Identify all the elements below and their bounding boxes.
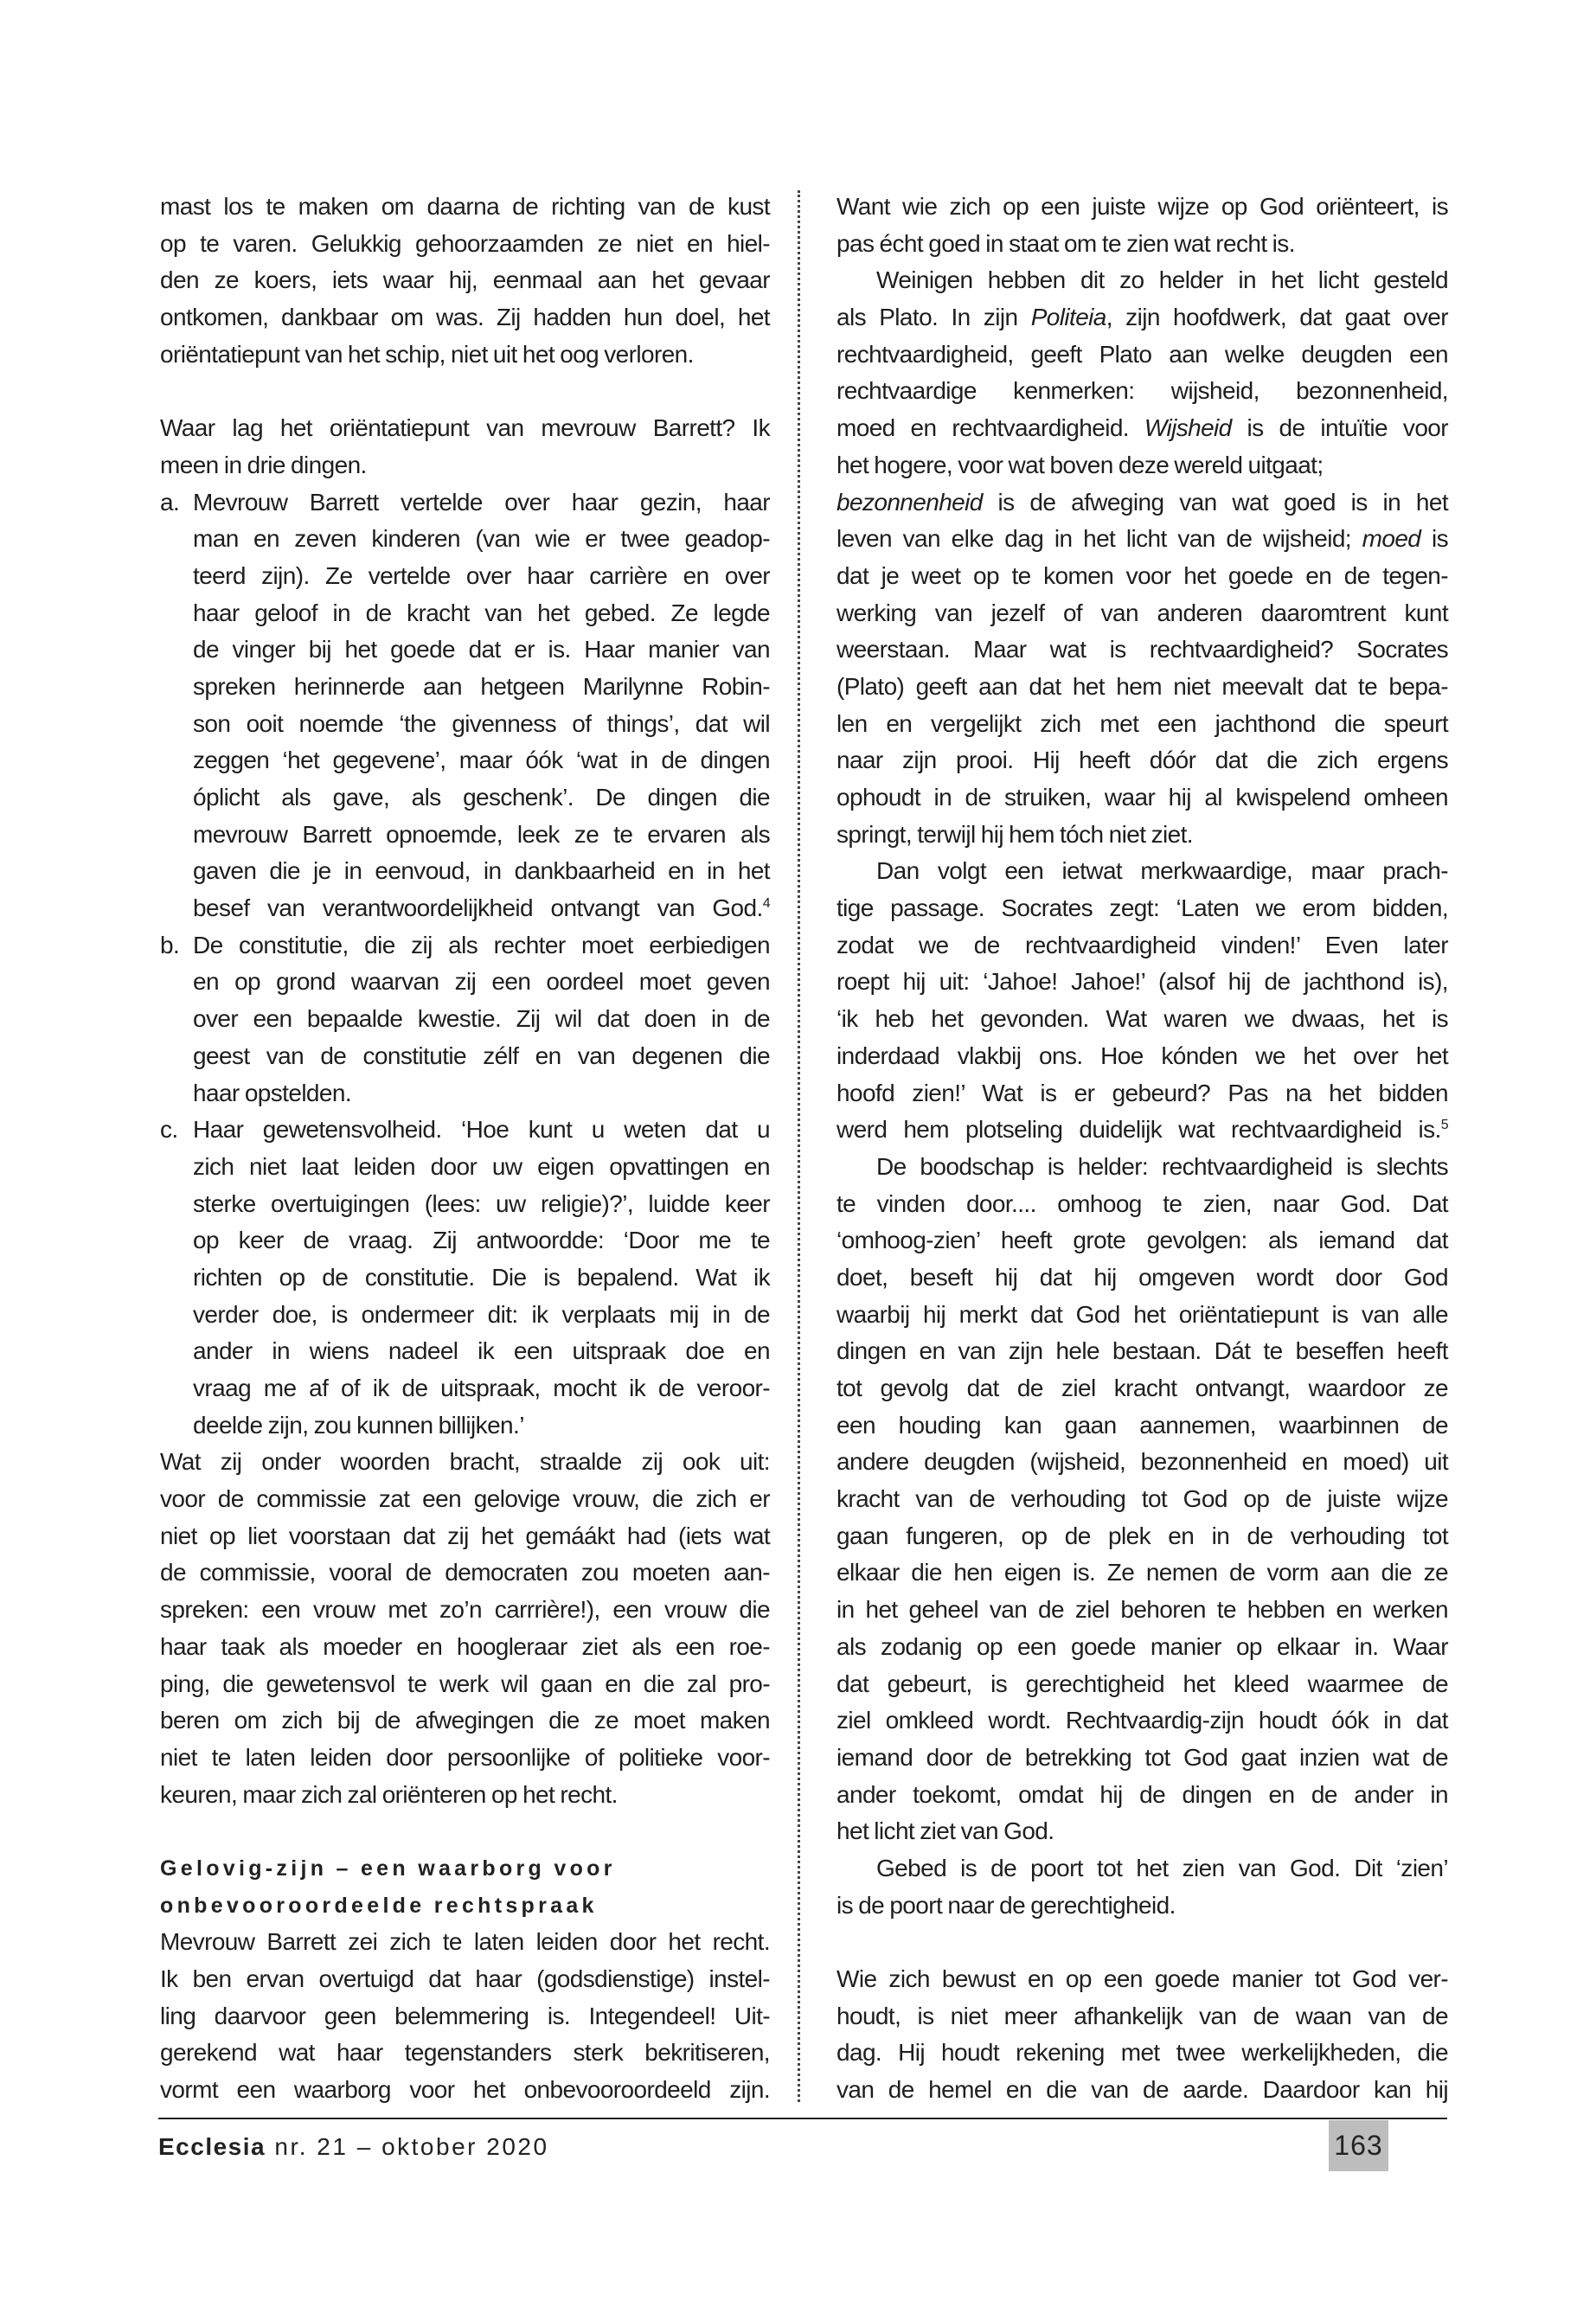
text-line bbox=[836, 853, 1448, 890]
text-run: op keer de vraag. Zij antwoordde: ‘Door me te bbox=[193, 1227, 770, 1254]
text-line bbox=[836, 1666, 1448, 1703]
text-line bbox=[836, 1998, 1448, 2035]
text-run: gerekend wat haar tegenstanders sterk bekritiseren, bbox=[160, 2039, 770, 2067]
text-run: dat je weet op te komen voor het goede en de tegen- bbox=[836, 561, 1448, 589]
text-line bbox=[160, 595, 770, 632]
text-run: is de afweging van wat goed is in het bbox=[982, 488, 1448, 516]
italic-term: Wijsheid bbox=[1144, 414, 1232, 442]
text-line bbox=[836, 1554, 1448, 1592]
text-run: iemand door de betrekking tot God gaat inzien wat de bbox=[836, 1743, 1448, 1771]
text-line bbox=[160, 779, 770, 817]
text-run: den ze koers, iets waar hij, eenmaal aan het gevaar bbox=[160, 266, 770, 294]
text-run: tige passage. Socrates zegt: ‘Laten we erom bidden, bbox=[836, 894, 1448, 922]
text-line bbox=[836, 1740, 1448, 1777]
text-run: en op grond waarvan zij een oordeel moet geven bbox=[193, 968, 770, 996]
text-line bbox=[836, 742, 1448, 779]
text-line bbox=[160, 1777, 770, 1814]
text-line bbox=[160, 1259, 770, 1297]
text-line bbox=[160, 1186, 770, 1223]
text-line bbox=[836, 262, 1448, 299]
text-line bbox=[836, 927, 1448, 965]
journal-name: Ecclesia bbox=[158, 2133, 266, 2160]
text-line bbox=[160, 189, 770, 226]
text-run: het hogere, voor wat boven deze wereld uitgaat; bbox=[836, 451, 1324, 478]
blank-line bbox=[160, 373, 770, 410]
text-run: meen in drie dingen. bbox=[160, 451, 367, 478]
text-run: hoofd zien!’ Wat is er gebeurd? Pas na het bidden bbox=[836, 1079, 1448, 1106]
text-line bbox=[836, 1038, 1448, 1075]
text-run: mast los te maken om daarna de richting van de kust bbox=[160, 193, 770, 220]
text-run: ‘ik heb het gevonden. Wat waren we dwaas, het is bbox=[836, 1005, 1448, 1033]
text-line bbox=[836, 1961, 1448, 1998]
text-run: Mevrouw Barrett vertelde over haar gezin, haar bbox=[193, 488, 770, 516]
text-run: de vinger bij het goede dat er is. Haar manier van bbox=[193, 636, 770, 663]
text-run: roept hij uit: ‘Jahoe! Jahoe!’ (alsof hij de jachthond is), bbox=[836, 968, 1448, 996]
text-run: Dan volgt een ietwat merkwaardige, maar prach- bbox=[876, 857, 1448, 885]
text-run: geest van de constitutie zélf en van degenen die bbox=[193, 1042, 770, 1069]
text-run: ander in wiens nadeel ik een uitspraak doe en bbox=[193, 1337, 770, 1365]
footer-citation bbox=[158, 2133, 549, 2161]
text-line bbox=[160, 410, 770, 447]
text-run: spreken: een vrouw met zo’n carrrière!), een vrouw die bbox=[160, 1596, 770, 1624]
text-line bbox=[160, 1001, 770, 1038]
text-run: ophoudt in de struiken, waar hij al kwispelend omheen bbox=[836, 784, 1448, 811]
italic-term: moed bbox=[1362, 525, 1421, 553]
text-line bbox=[160, 1961, 770, 1998]
text-line bbox=[836, 1333, 1448, 1370]
text-line bbox=[160, 1149, 770, 1186]
text-line bbox=[836, 1222, 1448, 1259]
text-line bbox=[160, 1038, 770, 1075]
text-run: gaven die je in eenvoud, in dankbaarheid en in het bbox=[193, 857, 770, 885]
text-line bbox=[836, 2035, 1448, 2072]
text-line bbox=[836, 1481, 1448, 1518]
text-run: Want wie zich op een juiste wijze op God oriënteert, is bbox=[836, 193, 1448, 220]
text-line bbox=[836, 706, 1448, 743]
text-run: inderdaad vlakbij ons. Hoe kónden we het over het bbox=[836, 1042, 1448, 1069]
text-run: haar taak als moeder en hoogleraar ziet als een roe- bbox=[160, 1632, 770, 1660]
text-run: naar zijn prooi. Hij heeft dóór dat die zich ergens bbox=[836, 747, 1448, 774]
text-line bbox=[160, 927, 770, 965]
text-run: tot gevolg dat de ziel kracht ontvangt, waardoor ze bbox=[836, 1375, 1448, 1401]
text-run: richten op de constitutie. Die is bepalend. Wat ik bbox=[193, 1263, 770, 1291]
text-line bbox=[836, 1702, 1448, 1740]
text-line bbox=[836, 631, 1448, 669]
text-run: dag. Hij houdt rekening met twee werkelijkheden, die bbox=[836, 2039, 1448, 2067]
text-run: over een bepaalde kwestie. Zij wil dat doen in de bbox=[193, 1005, 770, 1033]
text-line bbox=[160, 1370, 770, 1407]
list-marker: a. bbox=[160, 488, 180, 516]
text-line bbox=[160, 262, 770, 299]
text-run: in het geheel van de ziel behoren te hebben en werken bbox=[836, 1596, 1448, 1624]
text-run: spreken herinnerde aan hetgeen Marilynne Robin- bbox=[193, 672, 770, 700]
text-run: keuren, maar zich zal oriënteren op het recht. bbox=[160, 1780, 618, 1808]
text-run: werking van jezelf of van anderen daaromtrent kunt bbox=[836, 599, 1448, 626]
text-run: verder doe, is ondermeer dit: ik verplaats mij in de bbox=[193, 1300, 770, 1328]
text-line bbox=[836, 817, 1448, 854]
text-line bbox=[160, 2035, 770, 2072]
text-line bbox=[836, 1259, 1448, 1297]
text-line bbox=[160, 1666, 770, 1703]
text-run: (Plato) geeft aan dat het hem niet meevalt dat te bepa- bbox=[836, 672, 1448, 700]
text-run: werd hem plotseling duidelijk wat rechtvaardigheid is. bbox=[836, 1116, 1441, 1144]
right-column bbox=[836, 189, 1448, 2109]
text-run: haar opstelden. bbox=[193, 1079, 352, 1106]
text-line bbox=[836, 189, 1448, 226]
text-run: ziel omkleed wordt. Rechtvaardig-zijn houdt óók in dat bbox=[836, 1707, 1448, 1734]
text-line bbox=[160, 1702, 770, 1740]
text-line bbox=[160, 1592, 770, 1629]
text-line bbox=[836, 1813, 1448, 1850]
text-line bbox=[160, 2072, 770, 2109]
text-run: Waar lag het oriëntatiepunt van mevrouw Barrett? Ik bbox=[160, 414, 770, 442]
footnote-ref: 5 bbox=[1440, 1118, 1448, 1133]
text-line bbox=[836, 1592, 1448, 1629]
issue-info: nr. 21 – oktober 2020 bbox=[274, 2133, 549, 2160]
list-marker: b. bbox=[160, 931, 180, 958]
text-run: vormt een waarborg voor het onbevooroordeeld zijn. bbox=[160, 2076, 770, 2104]
text-line bbox=[836, 1777, 1448, 1814]
text-run: kracht van de verhouding tot God op de juiste wijze bbox=[836, 1485, 1448, 1513]
text-run: doet, beseft hij dat hij omgeven wordt door God bbox=[836, 1263, 1448, 1291]
text-run: op te varen. Gelukkig gehoorzaamden ze niet en hiel- bbox=[160, 229, 770, 257]
text-line bbox=[836, 1888, 1448, 1925]
text-line bbox=[836, 1629, 1448, 1666]
text-line bbox=[160, 853, 770, 890]
text-run: te vinden door.... omhoog te zien, naar God. Dat bbox=[836, 1189, 1448, 1217]
text-line bbox=[160, 1518, 770, 1555]
text-line bbox=[160, 447, 770, 484]
text-run: mevrouw Barrett opnoemde, leek ze te ervaren als bbox=[193, 820, 770, 848]
text-line bbox=[836, 1149, 1448, 1186]
section-heading-line bbox=[160, 1850, 770, 1888]
text-run: dat gebeurt, is gerechtigheid het kleed waarmee de bbox=[836, 1670, 1448, 1697]
text-line bbox=[160, 669, 770, 706]
text-line bbox=[160, 1481, 770, 1518]
text-run: vraag me af of ik de uitspraak, mocht ik de veroor- bbox=[193, 1375, 770, 1401]
text-line bbox=[836, 2072, 1448, 2109]
text-line bbox=[836, 1075, 1448, 1112]
text-line bbox=[160, 1629, 770, 1666]
text-run: elkaar die hen eigen is. Ze nemen de vorm aan die ze bbox=[836, 1559, 1448, 1586]
text-run: de commissie, vooral de democraten zou moeten aan- bbox=[160, 1559, 770, 1586]
text-run: is de poort naar de gerechtigheid. bbox=[836, 1891, 1176, 1919]
text-run: teerd zijn). Ze vertelde over haar carrière en over bbox=[193, 561, 770, 589]
text-run: man en zeven kinderen (van wie er twee geadop- bbox=[193, 525, 770, 553]
text-run: onbevooroordeelde rechtspraak bbox=[160, 1893, 598, 1918]
text-run: deelde zijn, zou kunnen billijken.’ bbox=[193, 1411, 524, 1439]
list-marker: c. bbox=[160, 1116, 178, 1144]
text-line bbox=[836, 410, 1448, 447]
text-run: dingen en van zijn hele bestaan. Dát te beseffen heeft bbox=[836, 1337, 1448, 1365]
text-line bbox=[836, 521, 1448, 558]
text-line bbox=[160, 1554, 770, 1592]
text-line bbox=[836, 336, 1448, 374]
left-column bbox=[160, 189, 770, 2109]
blank-line bbox=[836, 1924, 1448, 1961]
text-run: len en vergelijkt zich met een jachthond die speurt bbox=[836, 709, 1448, 737]
text-run: zich niet laat leiden door uw eigen opvattingen en bbox=[193, 1152, 770, 1180]
section-heading-line bbox=[160, 1888, 770, 1925]
text-run: Haar gewetensvolheid. ‘Hoe kunt u weten dat u bbox=[193, 1116, 770, 1144]
text-line bbox=[160, 521, 770, 558]
text-run: Weinigen hebben dit zo helder in het licht gesteld bbox=[876, 266, 1448, 294]
text-run: ontkomen, dankbaar om was. Zij hadden hun doel, het bbox=[160, 304, 770, 331]
text-line bbox=[160, 706, 770, 743]
text-line bbox=[836, 595, 1448, 632]
text-run: als Plato. In zijn bbox=[836, 304, 1031, 331]
text-run: De constitutie, die zij als rechter moet eerbiedigen bbox=[193, 931, 770, 958]
text-run: ling daarvoor geen belemmering is. Integendeel! Uit- bbox=[160, 2002, 770, 2029]
text-run: haar geloof in de kracht van het gebed. Ze legde bbox=[193, 599, 770, 626]
text-line bbox=[160, 1297, 770, 1334]
text-run: gaan fungeren, op de plek en in de verhouding tot bbox=[836, 1522, 1448, 1549]
text-line bbox=[836, 447, 1448, 484]
text-line bbox=[160, 1333, 770, 1370]
text-line bbox=[836, 484, 1448, 522]
text-run: rechtvaardigheid, geeft Plato aan welke deugden een bbox=[836, 340, 1448, 368]
text-line bbox=[836, 890, 1448, 927]
text-run: De boodschap is helder: rechtvaardigheid is slechts bbox=[876, 1152, 1448, 1180]
text-run: is bbox=[1420, 525, 1448, 553]
text-line bbox=[160, 817, 770, 854]
text-run: zodat we de rechtvaardigheid vinden!’ Even later bbox=[836, 931, 1448, 958]
text-run: besef van verantwoordelijkheid ontvangt van God. bbox=[193, 894, 763, 922]
text-line bbox=[836, 1001, 1448, 1038]
text-line bbox=[836, 226, 1448, 263]
text-line bbox=[160, 1444, 770, 1481]
text-line bbox=[160, 299, 770, 336]
text-run: Ik ben ervan overtuigd dat haar (godsdienstige) instel- bbox=[160, 1965, 770, 1992]
text-line bbox=[160, 1740, 770, 1777]
text-line bbox=[836, 1186, 1448, 1223]
text-line bbox=[160, 1075, 770, 1112]
text-run: moed en rechtvaardigheid. bbox=[836, 414, 1144, 442]
text-line bbox=[160, 1924, 770, 1961]
text-run: ping, die gewetensvol te werk wil gaan en die zal pro- bbox=[160, 1670, 770, 1697]
italic-term: bezonnenheid bbox=[836, 488, 983, 516]
text-run: springt, terwijl hij hem tóch niet ziet. bbox=[836, 820, 1193, 848]
text-run: Mevrouw Barrett zei zich te laten leiden door het recht. bbox=[160, 1928, 770, 1956]
text-line bbox=[160, 484, 770, 522]
text-run: waarbij hij merkt dat God het oriëntatiepunt is van alle bbox=[836, 1300, 1448, 1328]
text-run: , zijn hoofdwerk, dat gaat over bbox=[1106, 304, 1448, 331]
text-run: een houding kan gaan aannemen, waarbinnen de bbox=[836, 1411, 1448, 1439]
text-run: zeggen ‘het gegevene’, maar óók ‘wat in de dingen bbox=[193, 747, 770, 774]
text-line bbox=[836, 1518, 1448, 1555]
text-run: voor de commissie zat een gelovige vrouw, die zich er bbox=[160, 1485, 770, 1513]
text-run: het licht ziet van God. bbox=[836, 1817, 1054, 1845]
text-run: ‘omhoog-zien’ heeft grote gevolgen: als iemand dat bbox=[836, 1227, 1448, 1254]
text-run: is de intuïtie voor bbox=[1231, 414, 1448, 442]
text-line bbox=[836, 299, 1448, 336]
page-number: 163 bbox=[1329, 2120, 1388, 2171]
text-run: óplicht als gave, als geschenk’. De dingen die bbox=[193, 784, 770, 811]
text-run: son ooit noemde ‘the givenness of things’, dat wil bbox=[193, 709, 770, 737]
text-line bbox=[160, 1112, 770, 1149]
text-run: Wie zich bewust en op een goede manier tot God ver- bbox=[836, 1965, 1448, 1992]
text-line bbox=[836, 1850, 1448, 1888]
text-line bbox=[160, 1222, 770, 1259]
text-line bbox=[836, 373, 1448, 410]
text-line bbox=[160, 890, 770, 927]
text-line bbox=[836, 1370, 1448, 1407]
text-line bbox=[160, 558, 770, 595]
text-line bbox=[160, 226, 770, 263]
text-line bbox=[836, 1444, 1448, 1481]
text-line bbox=[160, 964, 770, 1001]
text-run: pas écht goed in staat om te zien wat recht is. bbox=[836, 229, 1295, 257]
text-line bbox=[160, 1998, 770, 2035]
text-line bbox=[836, 669, 1448, 706]
text-run: als zodanig op een goede manier op elkaar in. Waar bbox=[836, 1632, 1448, 1660]
text-run: Gebed is de poort tot het zien van God. Dit ‘zien’ bbox=[876, 1854, 1448, 1881]
text-line bbox=[836, 558, 1448, 595]
text-run: Gelovig-zijn – een waarborg voor bbox=[160, 1856, 616, 1881]
text-run: niet te laten leiden door persoonlijke of politieke voor- bbox=[160, 1743, 770, 1771]
text-run: beren om zich bij de afwegingen die ze moet maken bbox=[160, 1707, 770, 1734]
text-run: leven van elke dag in het licht van de wijsheid; bbox=[836, 525, 1362, 553]
text-run: rechtvaardige kenmerken: wijsheid, bezonnenheid, bbox=[836, 377, 1448, 405]
text-run: niet op liet voorstaan dat zij het gemáákt had (iets wat bbox=[160, 1522, 770, 1549]
footnote-ref: 4 bbox=[762, 896, 770, 912]
text-run: houdt, is niet meer afhankelijk van de waan van de bbox=[836, 2002, 1448, 2029]
text-run: weerstaan. Maar wat is rechtvaardigheid? Socrates bbox=[836, 636, 1448, 663]
text-run: ander toekomt, omdat hij de dingen en de ander in bbox=[836, 1780, 1448, 1808]
text-run: oriëntatiepunt van het schip, niet uit het oog verloren. bbox=[160, 340, 694, 368]
footer-rule bbox=[158, 2118, 1447, 2119]
text-line bbox=[160, 336, 770, 374]
text-line bbox=[836, 1112, 1448, 1149]
text-line bbox=[160, 1407, 770, 1445]
text-run: andere deugden (wijsheid, bezonnenheid en moed) uit bbox=[836, 1448, 1448, 1476]
text-run: Wat zij onder woorden bracht, straalde zij ook uit: bbox=[160, 1448, 770, 1476]
text-line bbox=[836, 1407, 1448, 1445]
text-run: sterke overtuigingen (lees: uw religie)?’, luidde keer bbox=[193, 1189, 770, 1217]
text-line bbox=[160, 631, 770, 669]
column-divider bbox=[798, 190, 800, 2102]
text-line bbox=[836, 779, 1448, 817]
blank-line bbox=[160, 1813, 770, 1850]
italic-term: Politeia bbox=[1030, 304, 1106, 331]
text-line bbox=[836, 964, 1448, 1001]
text-line bbox=[160, 742, 770, 779]
text-run: van de hemel en die van de aarde. Daardoor kan hij bbox=[836, 2076, 1448, 2104]
text-line bbox=[836, 1297, 1448, 1334]
